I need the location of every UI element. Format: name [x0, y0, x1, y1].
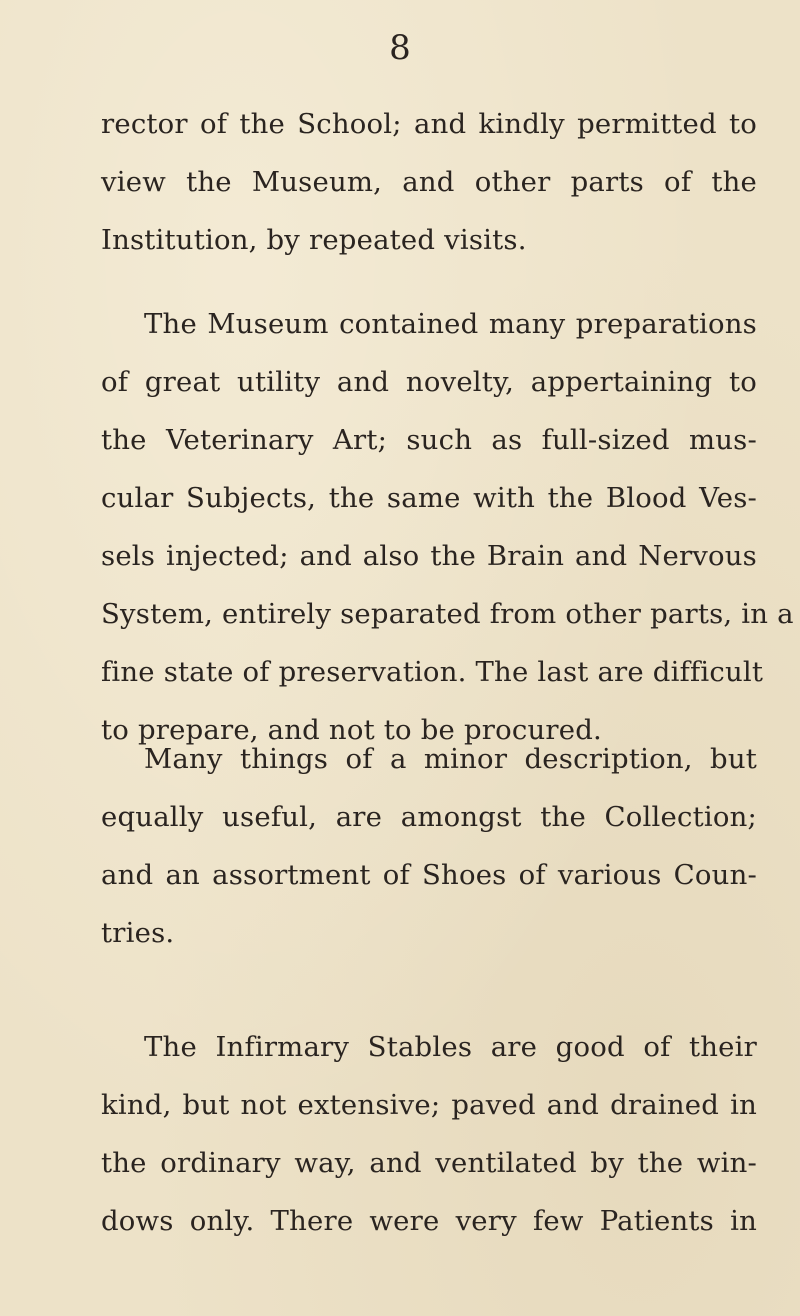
text-line: fine state of preservation. The last are difficult: [101, 656, 764, 688]
text-line: Many things of a minor description, but: [144, 743, 757, 775]
paragraph-2: [101, 295, 794, 759]
text-line: the Veterinary Art; such as full-sized mus-: [101, 424, 757, 456]
text-line: The Infirmary Stables are good of their: [144, 1031, 757, 1063]
text-line: cular Subjects, the same with the Blood Ves-: [101, 482, 757, 514]
text-line: to prepare, and not to be procured.: [101, 714, 602, 746]
text-line: Institution, by repeated visits.: [101, 224, 527, 256]
paragraph-4: [101, 1018, 757, 1250]
text-line: tries.: [101, 917, 175, 949]
text-line: the ordinary way, and ventilated by the win-: [101, 1147, 757, 1179]
text-line: equally useful, are amongst the Collection;: [101, 801, 757, 833]
text-line: view the Museum, and other parts of the: [101, 166, 757, 198]
paragraph-1: [101, 95, 757, 269]
paragraph-3: [101, 730, 757, 962]
text-line: of great utility and novelty, appertaining to: [101, 366, 757, 398]
text-line: and an assortment of Shoes of various Coun-: [101, 859, 757, 891]
page-number: 8: [389, 28, 411, 68]
text-line: dows only. There were very few Patients in: [101, 1205, 757, 1237]
text-line: kind, but not extensive; paved and drained in: [101, 1089, 757, 1121]
text-line: rector of the School; and kindly permitted to: [101, 108, 757, 140]
text-line: System, entirely separated from other parts, in a: [101, 598, 794, 630]
text-line: sels injected; and also the Brain and Nervous: [101, 540, 757, 572]
text-line: The Museum contained many preparations: [144, 308, 757, 340]
